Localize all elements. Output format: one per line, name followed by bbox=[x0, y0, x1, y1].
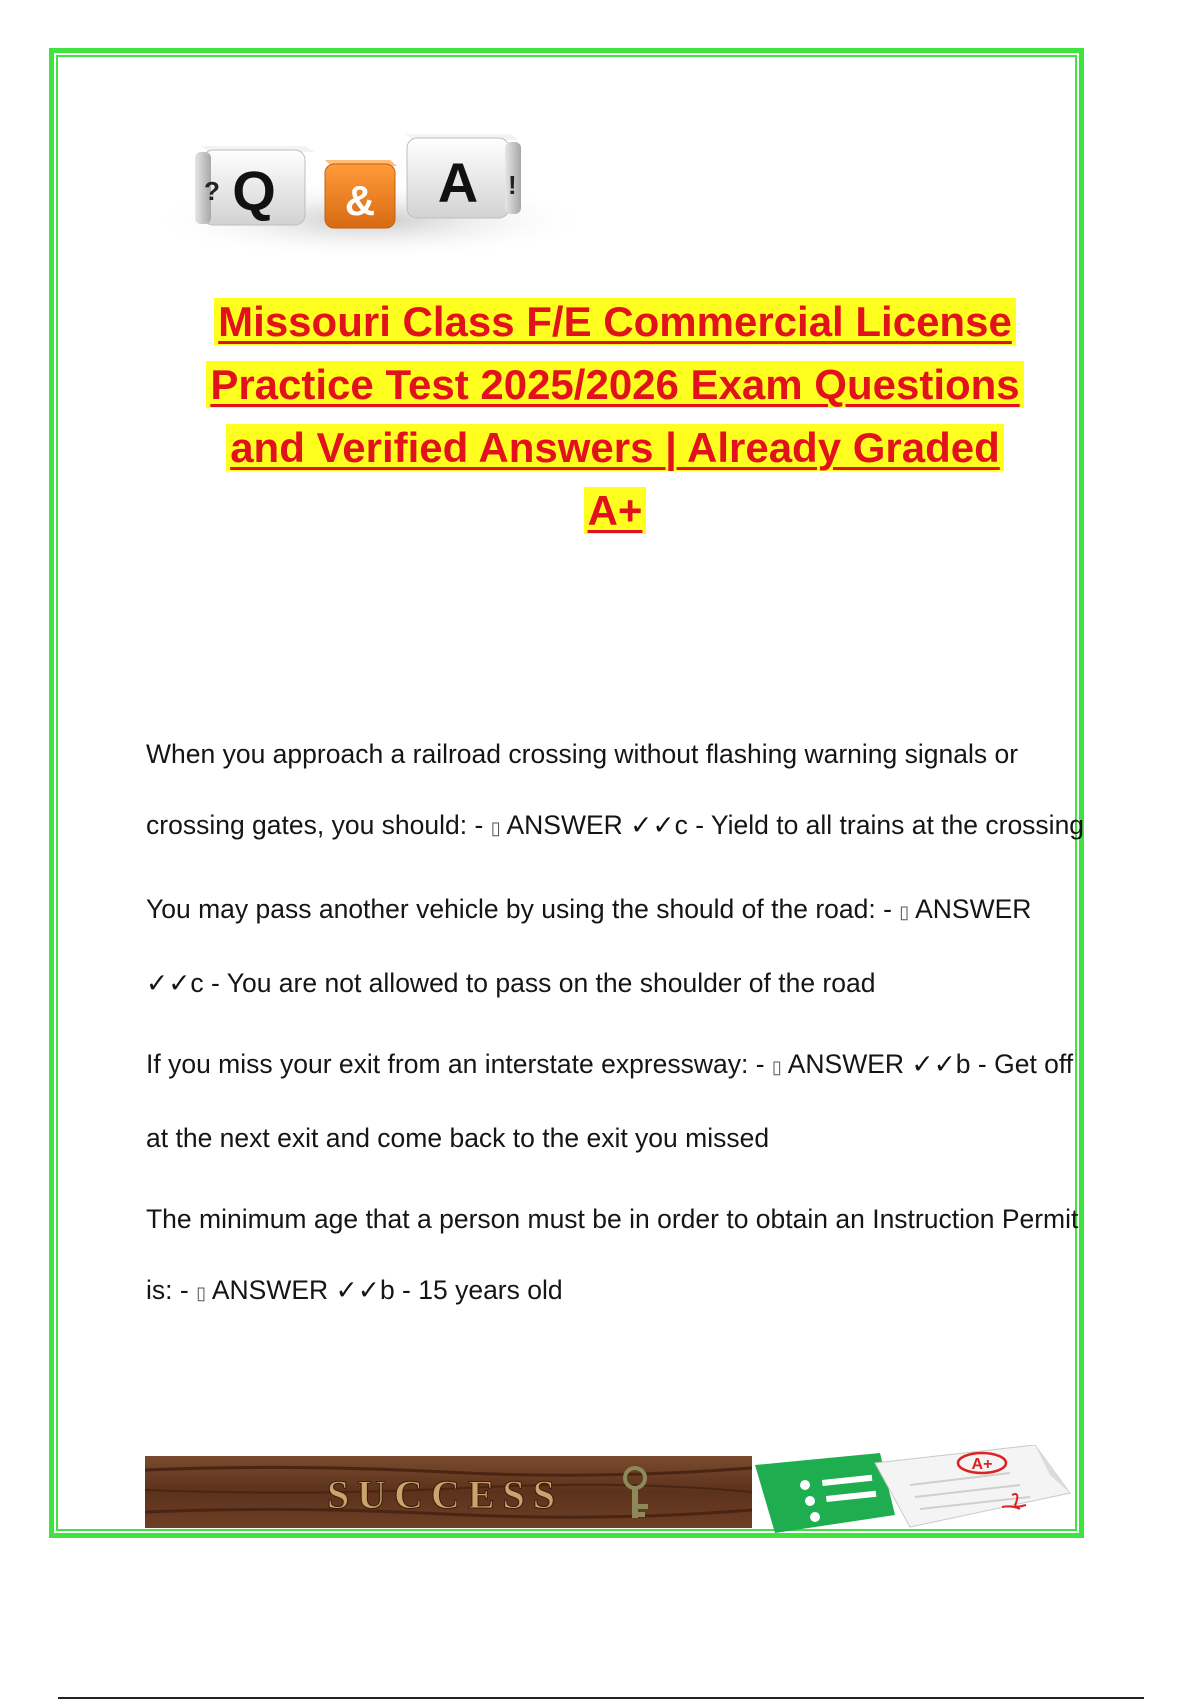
graded-paper-image bbox=[750, 1445, 1080, 1540]
answer-marker-icon: ▯ bbox=[899, 902, 910, 922]
die-ampersand bbox=[325, 160, 397, 228]
document-title bbox=[120, 290, 1110, 542]
answer-text: ANSWER ✓✓b - 15 years old bbox=[205, 1275, 563, 1305]
question-text: If you miss your exit from an interstate expressway: - bbox=[146, 1049, 772, 1079]
svg-text:&: & bbox=[344, 177, 376, 224]
title-line-3: and Verified Answers | Already Graded bbox=[226, 424, 1004, 471]
title-line-4: A+ bbox=[584, 487, 647, 534]
svg-text:!: ! bbox=[508, 170, 517, 200]
question-text: When you approach a railroad crossing without flashing warning signals or crossing gates, you should: - bbox=[146, 739, 1019, 840]
title-line-1: Missouri Class F/E Commercial License bbox=[214, 298, 1016, 345]
answer-marker-icon: ▯ bbox=[196, 1283, 206, 1303]
green-document-icon bbox=[755, 1453, 895, 1533]
answer-text: ANSWER ✓✓c - Yield to all trains at the crossing bbox=[500, 810, 1085, 840]
success-banner-image bbox=[145, 1456, 752, 1528]
svg-text:SUCCESS: SUCCESS bbox=[326, 1472, 564, 1517]
question-text: You may pass another vehicle by using the should of the road: - bbox=[146, 894, 900, 924]
die-q bbox=[195, 146, 315, 225]
qa-list bbox=[146, 719, 1096, 1329]
qa-item-4 bbox=[146, 1184, 1096, 1329]
answer-marker-icon: ▯ bbox=[771, 1057, 782, 1077]
svg-text:?: ? bbox=[204, 176, 220, 206]
qa-item-1 bbox=[146, 719, 1096, 864]
svg-text:Q: Q bbox=[232, 159, 276, 222]
title-line-2: Practice Test 2025/2026 Exam Questions bbox=[206, 361, 1023, 408]
graded-test-paper-icon bbox=[875, 1445, 1070, 1527]
svg-text:A+: A+ bbox=[971, 1456, 993, 1473]
answer-text: ANSWER ✓✓b - Get off at the next exit and come back to the exit you missed bbox=[146, 1049, 1074, 1153]
answer-text: ANSWER ✓✓c - You are not allowed to pass on the shoulder of the road bbox=[146, 894, 1032, 998]
question-text: The minimum age that a person must be in order to obtain an Instruction Permit is: - bbox=[146, 1204, 1079, 1305]
footer-rule bbox=[58, 1697, 1144, 1699]
answer-marker-icon: ▯ bbox=[490, 818, 501, 838]
qa-dice-logo bbox=[145, 88, 595, 263]
qa-item-2 bbox=[146, 874, 1096, 1019]
die-a bbox=[405, 134, 521, 218]
svg-text:A: A bbox=[437, 151, 479, 214]
qa-item-3 bbox=[146, 1029, 1096, 1174]
